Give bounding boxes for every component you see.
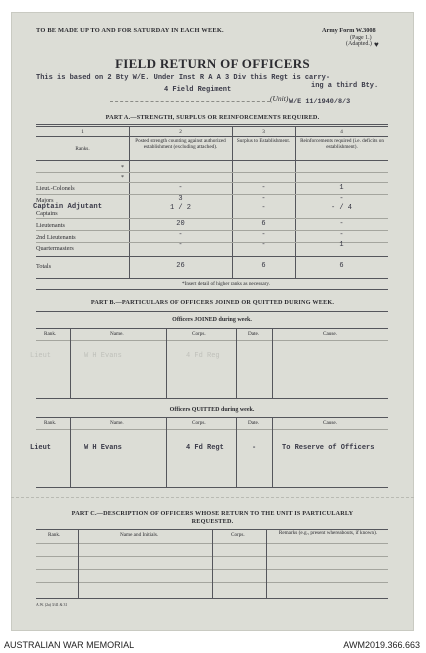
quitted-date: -: [252, 444, 257, 452]
posted-value: -: [178, 184, 183, 192]
totals-posted: 26: [176, 262, 185, 270]
printer-mark: A.W. (2a) 3/41 & 31: [36, 603, 68, 607]
joined-col-date: Date.: [248, 331, 260, 337]
quitted-col-date: Date.: [248, 420, 260, 426]
posted-value: -: [178, 231, 183, 239]
surplus-value: -: [261, 195, 266, 203]
joined-ghost-name: W H Evans: [84, 352, 122, 360]
joined-title: Officers JOINED during week.: [172, 317, 252, 323]
posted-value: 3: [178, 195, 183, 203]
surplus-value: -: [261, 184, 266, 192]
quitted-title: Officers QUITTED during week.: [169, 407, 255, 413]
quitted-col-name: Name.: [110, 420, 124, 426]
joined-col-name: Name.: [110, 331, 124, 337]
posted-value: 20: [176, 220, 185, 228]
surplus-value: -: [261, 241, 266, 249]
quitted-name: W H Evans: [84, 444, 122, 452]
partc-col-corps: Corps.: [231, 532, 245, 538]
form-name: Army Form W.3008: [322, 27, 376, 34]
typed-unit: 4 Field Regiment: [164, 86, 232, 94]
col-number-2: 2: [179, 129, 182, 135]
typed-note-line1: This is based on 2 Bty W/E. Under Inst R A A 3 Div this Regt is carry-: [36, 74, 331, 82]
col-header-reinforcements: Reinforcements required (i.e. deficits on establishment).: [300, 138, 384, 150]
rank-label: 2nd Lieutenants: [36, 234, 76, 241]
posted-value: -: [178, 241, 183, 249]
rank-label: Majors: [36, 197, 54, 204]
joined-ghost-rank: Lieut: [30, 352, 52, 360]
quitted-col-corps: Corps.: [192, 420, 206, 426]
posted-value: 1 / 2: [169, 204, 191, 212]
col-number-4: 4: [340, 129, 343, 135]
quitted-col-rank: Rank.: [44, 420, 57, 426]
col-header-surplus: Surplus to Establishment.: [236, 138, 291, 144]
joined-col-corps: Corps.: [192, 331, 206, 337]
quitted-cause: To Reserve of Officers: [282, 444, 375, 452]
surplus-value: -: [261, 204, 266, 212]
reinforcements-value: -: [339, 195, 344, 203]
joined-ghost-corps: 4 Fd Reg: [186, 352, 220, 360]
joined-col-cause: Cause.: [323, 331, 337, 337]
quitted-corps: 4 Fd Regt: [186, 444, 224, 452]
joined-col-rank: Rank.: [44, 331, 57, 337]
rank-label: Lieutenants: [36, 222, 65, 229]
col-header-ranks: Ranks.: [75, 146, 90, 152]
partc-col-name: Name and Initials.: [120, 532, 159, 538]
part-c-title: PART C.—DESCRIPTION OF OFFICERS WHOSE RETURN TO THE UNIT IS PARTICULARLY REQUESTED.: [71, 510, 354, 525]
form-instruction: TO BE MADE UP TO AND FOR SATURDAY IN EACH WEEK.: [36, 27, 224, 34]
partc-col-remarks: Remarks (e.g., present whereabouts, if known).: [278, 530, 378, 536]
footer-institution: AUSTRALIAN WAR MEMORIAL: [4, 640, 135, 650]
partc-col-rank: Rank.: [48, 532, 61, 538]
totals-label: Totals: [36, 263, 52, 270]
higher-ranks-note: *Insert detail of higher ranks as necessary.: [182, 281, 270, 287]
part-b-title: PART B.—PARTICULARS OF OFFICERS JOINED OR QUITTED DURING WEEK.: [90, 299, 335, 306]
reinforcements-value: -: [339, 220, 344, 228]
form-adapted: (Adapted.): [346, 41, 372, 47]
typed-captain-adjutant: Captain Adjutant: [33, 203, 103, 211]
reinforcements-value: 1: [339, 241, 344, 249]
col-number-3: 3: [262, 129, 265, 135]
rank-label: Captains: [36, 210, 58, 217]
surplus-value: 6: [261, 220, 266, 228]
part-a-title: PART A.—STRENGTH, SURPLUS OR REINFORCEMENTS REQUIRED.: [105, 114, 320, 121]
totals-surplus: 6: [261, 262, 266, 270]
reinforcements-value: 1: [339, 184, 344, 192]
pen-mark-icon: ♥: [374, 40, 379, 49]
footer-accession: AWM2019.366.663: [343, 640, 420, 650]
typed-note-line1b: ing a third Bty.: [311, 82, 379, 90]
rank-label: Lieut.-Colonels: [36, 185, 75, 192]
page-title: FIELD RETURN OF OFFICERS: [115, 56, 310, 71]
form-page: (Page 1.): [350, 35, 372, 41]
col-number-1: 1: [81, 129, 84, 135]
quitted-rank: Lieut: [30, 444, 52, 452]
rank-label: Quartermasters: [36, 245, 74, 252]
unit-label: (Unit): [270, 94, 289, 103]
surplus-value: -: [261, 231, 266, 239]
reinforcements-value: - / 4: [330, 204, 352, 212]
col-header-posted: Posted strength counting against authorized establishment (excluding attached).: [135, 138, 226, 150]
quitted-col-cause: Cause.: [323, 420, 337, 426]
totals-reinforcements: 6: [339, 262, 344, 270]
reinforcements-value: -: [339, 231, 344, 239]
typed-date: W/E 11/1940/8/3: [289, 98, 351, 106]
